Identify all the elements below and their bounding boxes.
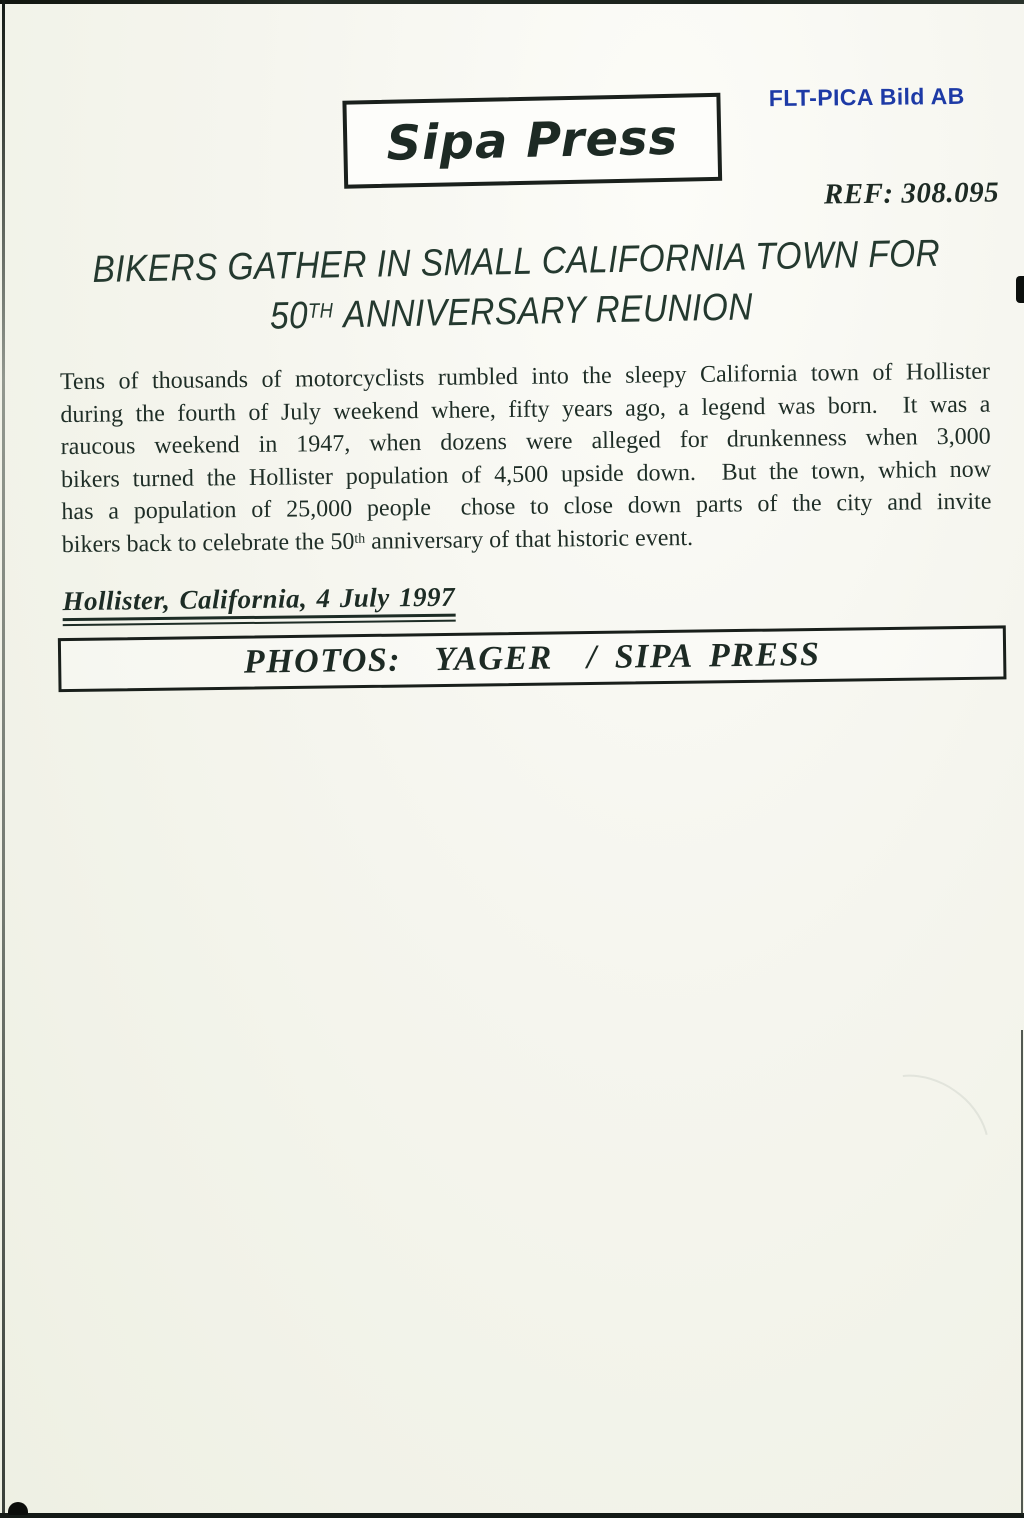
dateline-text: Hollister, California, 4 July 1997	[62, 582, 455, 621]
ink-blot-right-edge	[1016, 276, 1024, 303]
ink-dot-bottom-left	[8, 1502, 28, 1515]
sipa-press-logo-box	[342, 93, 722, 189]
scan-edge-right	[1021, 1030, 1023, 1515]
dateline	[62, 582, 455, 626]
photo-credit-text: PHOTOS: YAGER / SIPA PRESS	[243, 635, 821, 681]
body-line: bikers turned the Hollister population of 4,500 upside down. But the town, which now	[60, 456, 992, 493]
scan-edge-top	[0, 0, 1024, 4]
dateline-underline-outer	[62, 582, 455, 626]
body-line: Tens of thousands of motorcyclists rumbled into the sleepy California town of Hollister	[59, 358, 991, 396]
body-line: has a population of 25,000 people chose to close down parts of the city and invite	[61, 488, 992, 526]
agency-stamp: FLT-PICA Bild AB	[768, 82, 965, 112]
body-line: during the fourth of July weekend where, fifty years ago, a legend was born. It was a	[60, 391, 991, 428]
scan-edge-bottom	[0, 1513, 1024, 1518]
scan-edge-left	[2, 0, 5, 1518]
sipa-press-logo: Sipa Press	[385, 109, 679, 172]
headline	[92, 229, 941, 351]
headline-line1: BIKERS GATHER IN SMALL CALIFORNIA TOWN FOR	[92, 232, 941, 292]
body-ordinal-sup: th	[354, 531, 366, 547]
ref-number: REF: 308.095	[823, 176, 1000, 211]
body-line-last: bikers back to celebrate the 50th anniversary of that historic event.	[61, 524, 694, 558]
headline-line2: 50TH ANNIVERSARY REUNION	[269, 286, 754, 338]
body-line: raucous weekend in 1947, when dozens were alleged for drunkenness when 3,000	[60, 423, 991, 461]
photo-credit-box	[58, 625, 1007, 692]
headline-ordinal-sup: TH	[307, 298, 334, 323]
body-paragraph	[60, 356, 992, 566]
